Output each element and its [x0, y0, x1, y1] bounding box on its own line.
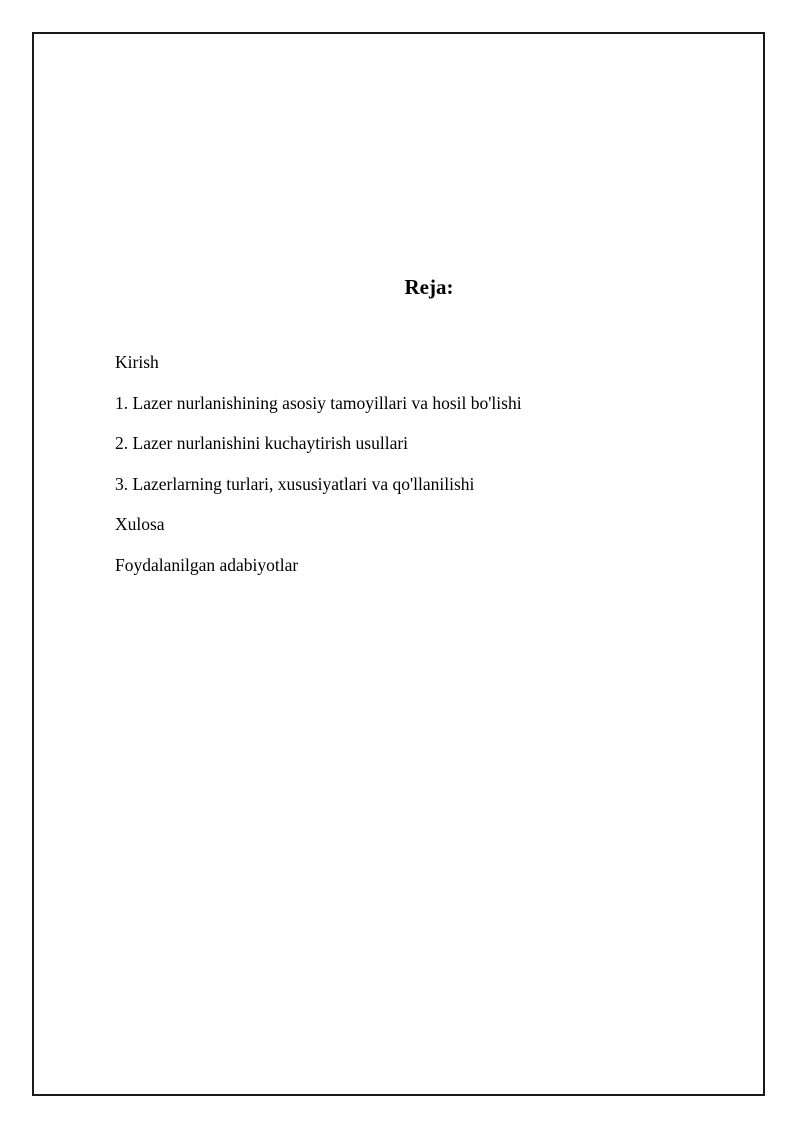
table-of-contents	[115, 350, 522, 593]
toc-item-1: 1. Lazer nurlanishining asosiy tamoyillari va hosil bo'lishi	[115, 392, 522, 413]
page-title: Reja:	[404, 275, 454, 299]
toc-item-references: Foydalanilgan adabiyotlar	[115, 554, 299, 575]
toc-item-conclusion: Xulosa	[115, 514, 165, 534]
toc-item-2: 2. Lazer nurlanishini kuchaytirish usullari	[115, 433, 409, 453]
toc-item-intro: Kirish	[115, 352, 159, 372]
toc-item-3: 3. Lazerlarning turlari, xususiyatlari va qo'llanilishi	[115, 473, 475, 494]
